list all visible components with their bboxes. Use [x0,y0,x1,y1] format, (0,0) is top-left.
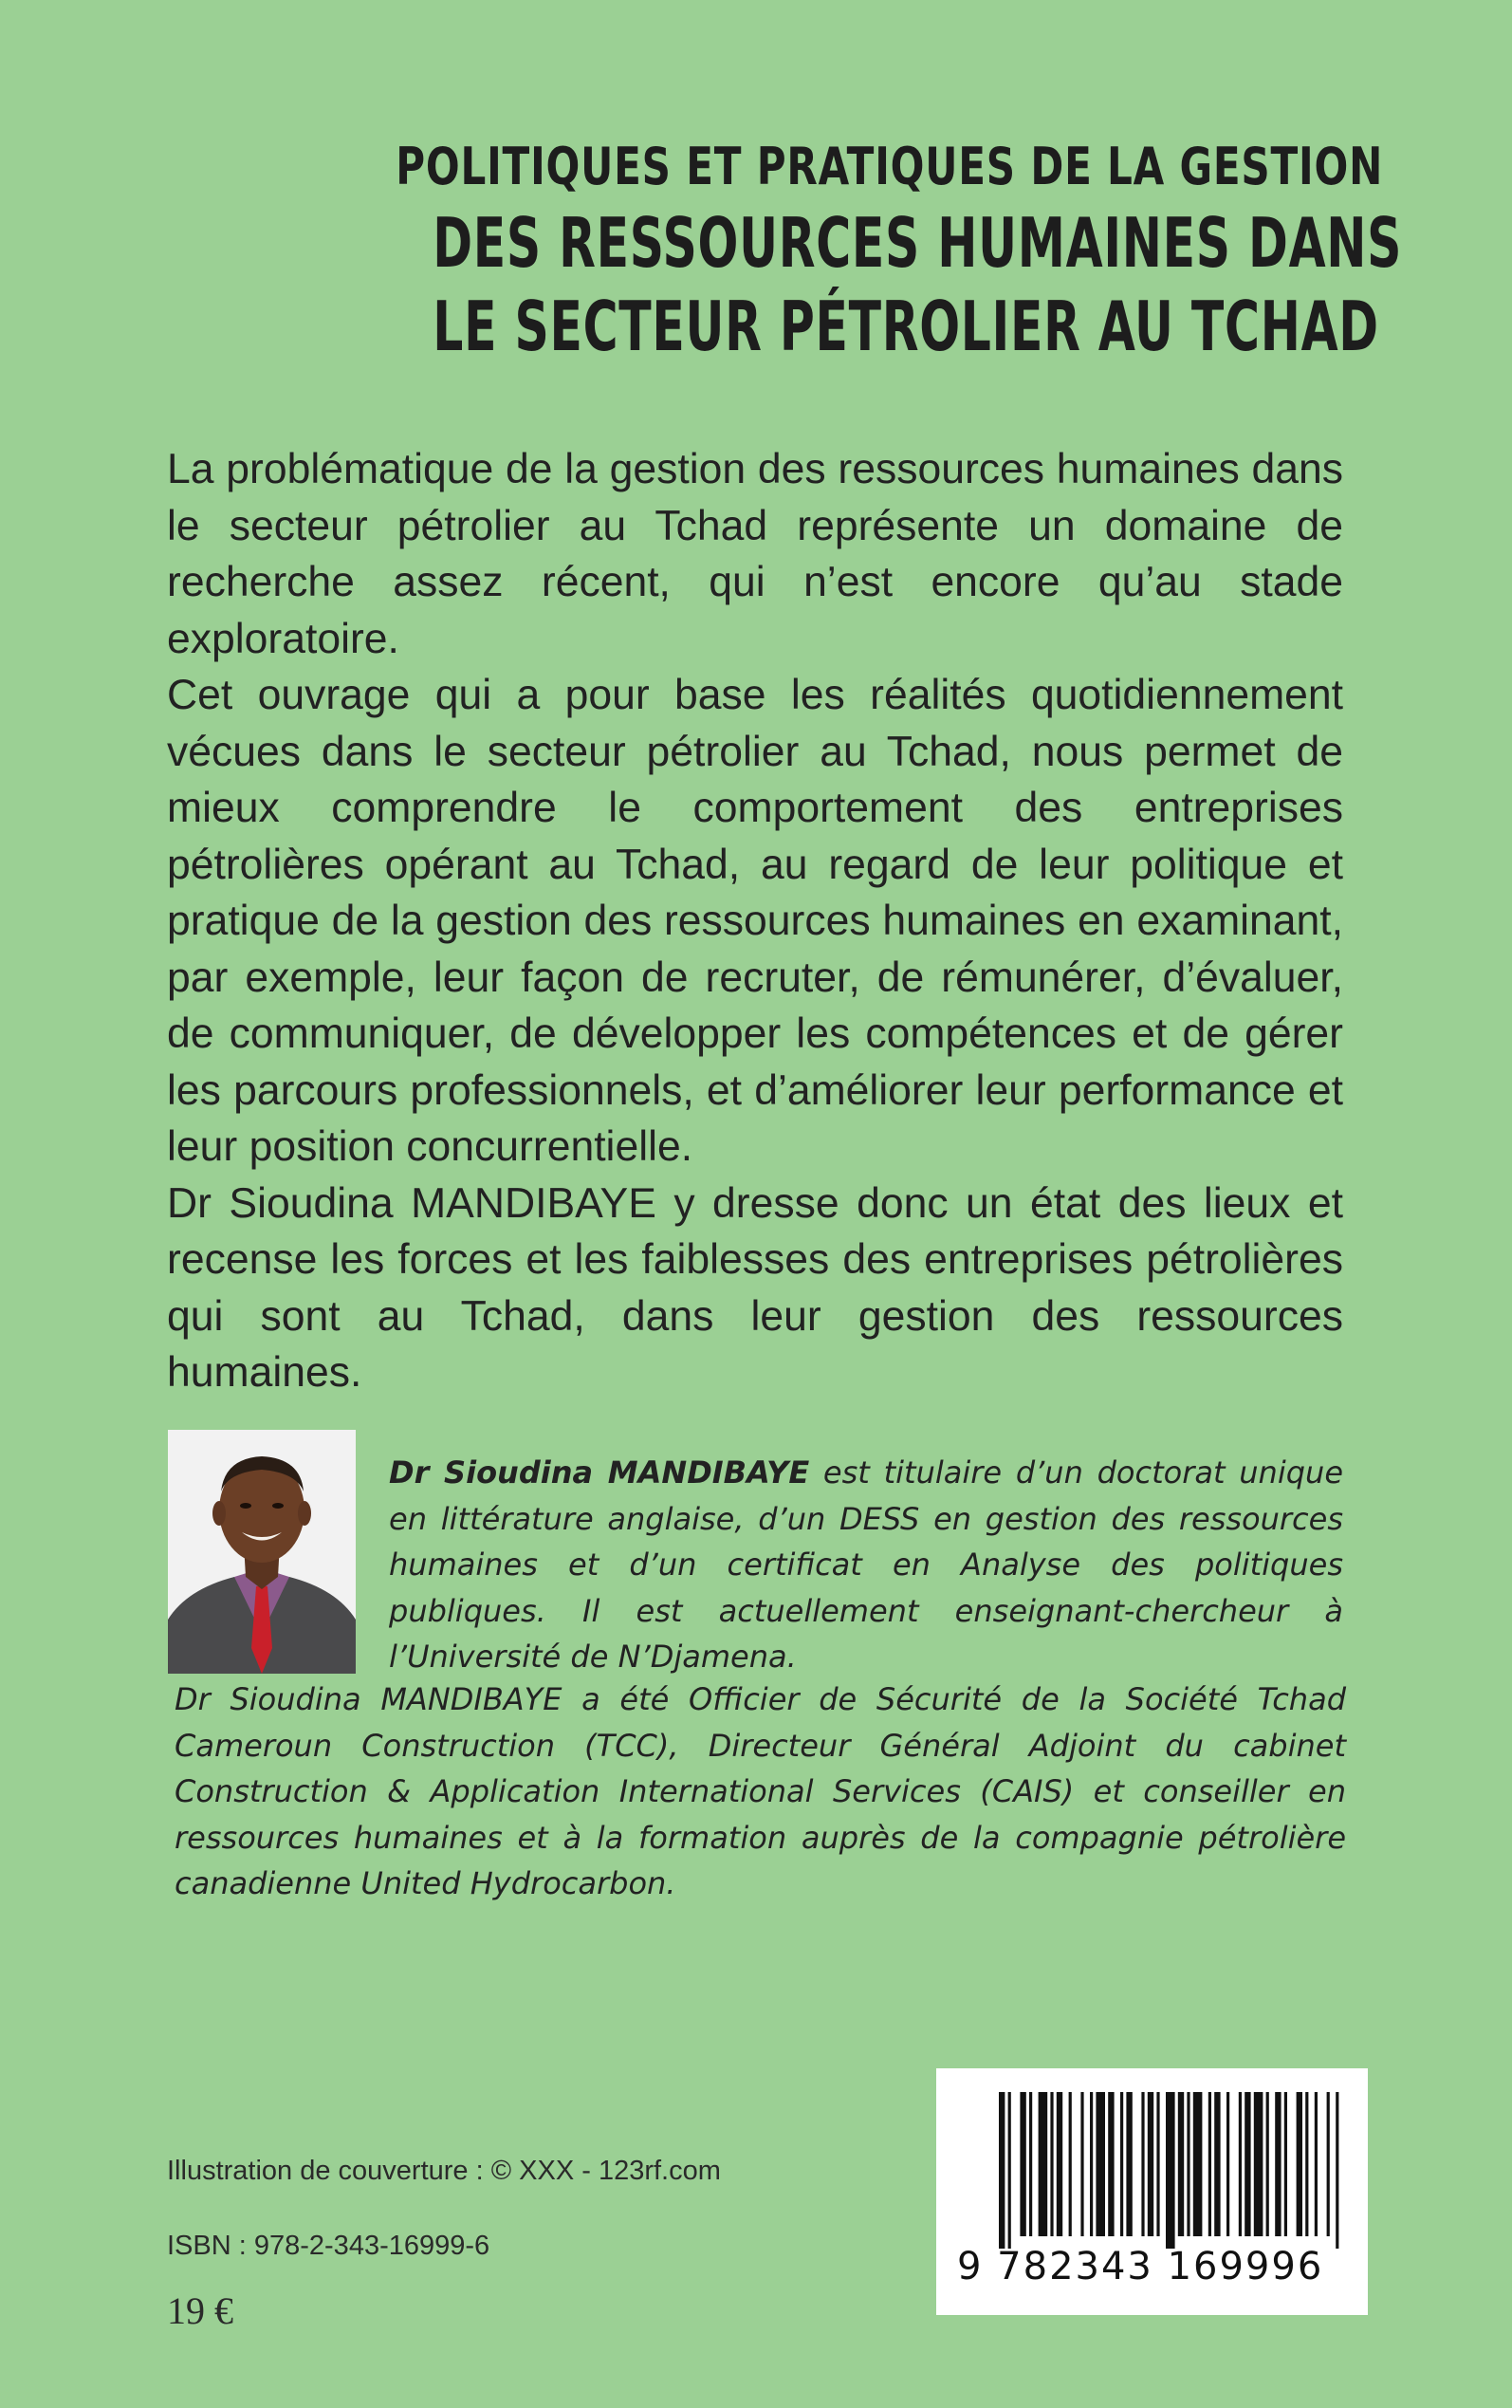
summary-paragraph: La problématique de la gestion des ressources humaines dans le secteur pétrolier au Tchad représente un domaine de recherche assez récent, qui n’est encore qu’au stade exploratoire. [167,446,1343,662]
isbn-barcode [936,2068,1368,2315]
author-bio [389,1450,1343,1680]
author-bio-continued [175,1676,1346,1907]
author-portrait-image [168,1430,356,1674]
author-photo [168,1430,356,1674]
summary-paragraph: Cet ouvrage qui a pour base les réalités quotidiennement vécues dans le secteur pétrolier au Tchad, nous permet de mieux comprendre le comportement des entreprises pétrolières opérant au Tchad, au regard de leur politique et pratique de la gestion des ressources humaines en examinant, par exemple, leur façon de recruter, de rémunérer, d’évaluer, de communiquer, de développer les compétences et de gérer les parcours professionnels, et d’améliorer leur performance et leur position concurrentielle. [167,672,1343,1170]
isbn-text: ISBN : 978-2-343-16999-6 [167,2231,490,2261]
book-summary [167,441,1343,1401]
title-line-2: DES RESSOURCES HUMAINES DANS [433,203,1403,283]
barcode-bars-icon [936,2068,1368,2249]
author-career-text: Dr Sioudina MANDIBAYE a été Officier de Sécurité de la Société Tchad Cameroun Construction (TCC), Directeur Général Adjoint du cabinet Construction & Application International Services (CAIS) et conseiller en ressources humaines et à la formation auprès de la compagnie pétrolière canadienne United Hydrocarbon. [175,1681,1346,1901]
author-name: Dr Sioudina MANDIBAYE [389,1454,810,1491]
title-line-3: LE SECTEUR PÉTROLIER AU TCHAD [433,287,1379,366]
summary-paragraph: Dr Sioudina MANDIBAYE y dresse donc un état des lieux et recense les forces et les faiblesses des entreprises pétrolières qui sont au Tchad, dans leur gestion des ressources humaines. [167,1179,1343,1396]
book-title [294,133,1403,368]
price-text: 19 € [167,2289,233,2332]
author-bio-text: est titulaire d’un doctorat unique en littérature anglaise, d’un DESS en gestion des ressources humaines et d’un certificat en Analyse des politiques publiques. Il est actuellement enseignant-chercheur à l’Université de N’Djamena. [389,1454,1344,1675]
barcode-number: 9 782343 169996 [957,2245,1324,2288]
title-line-1: POLITIQUES ET PRATIQUES DE LA GESTION [396,137,1384,196]
cover-credit: Illustration de couverture : © XXX - 123rf.com [167,2156,721,2186]
